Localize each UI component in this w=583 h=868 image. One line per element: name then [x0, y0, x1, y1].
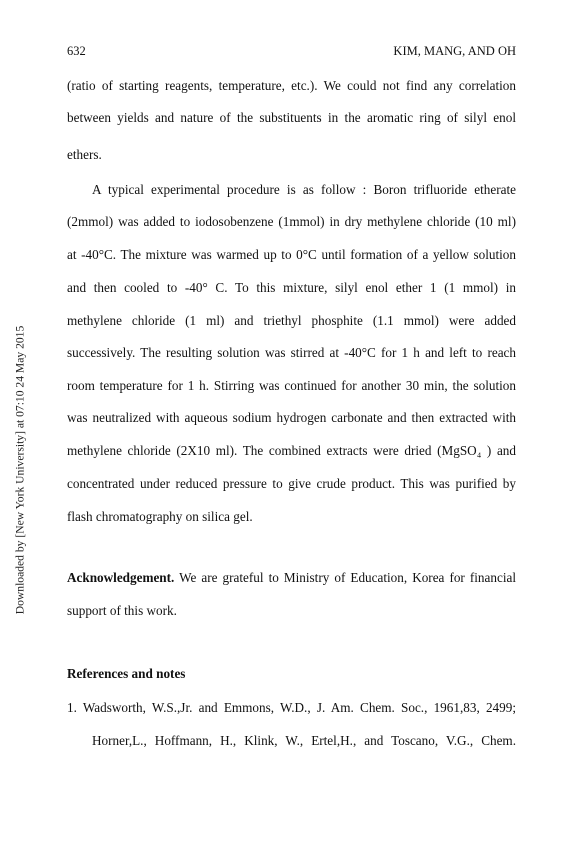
acknowledgement-label: Acknowledgement. — [67, 570, 175, 585]
references-heading: References and notes — [67, 666, 186, 681]
body-line: methylene chloride (2X10 ml). The combined extracts were dried (MgSO₄ ) and — [67, 443, 516, 458]
body-line: was neutralized with aqueous sodium hydrogen carbonate and then extracted with — [67, 410, 516, 425]
body-line: flash chromatography on silica gel. — [67, 509, 253, 524]
body-line: between yields and nature of the substituents in the aromatic ring of silyl enol — [67, 110, 516, 125]
running-head: KIM, MANG, AND OH — [393, 44, 516, 58]
body-line: concentrated under reduced pressure to give crude product. This was purified by — [67, 476, 516, 491]
body-line: successively. The resulting solution was stirred at -40°C for 1 h and left to reach — [67, 345, 516, 360]
body-line: and then cooled to -40° C. To this mixture, silyl enol ether 1 (1 mmol) in — [67, 280, 516, 295]
body-line: at -40°C. The mixture was warmed up to 0°C until formation of a yellow solution — [67, 247, 516, 262]
body-line: (ratio of starting reagents, temperature, etc.). We could not find any correlation — [67, 78, 516, 93]
acknowledgement-line: support of this work. — [67, 603, 177, 618]
body-line: methylene chloride (1 ml) and triethyl phosphite (1.1 mmol) were added — [67, 313, 516, 328]
body-line: ethers. — [67, 147, 102, 162]
body-line: room temperature for 1 h. Stirring was continued for another 30 min, the solution — [67, 378, 516, 393]
reference-line: 1. Wadsworth, W.S.,Jr. and Emmons, W.D., J. Am. Chem. Soc., 1961,83, 2499; — [67, 700, 516, 715]
acknowledgement — [67, 570, 516, 586]
page-number: 632 — [67, 44, 86, 58]
body-line: (2mmol) was added to iodosobenzene (1mmol) in dry methylene chloride (10 ml) — [67, 214, 516, 229]
reference-line: Horner,L., Hoffmann, H., Klink, W., Ertel,H., and Toscano, V.G., Chem. — [92, 733, 516, 748]
download-notice: Downloaded by [New York University] at 07:10 24 May 2015 — [13, 325, 27, 615]
acknowledgement-text: We are grateful to Ministry of Education, Korea for financial — [179, 570, 516, 585]
body-line: A typical experimental procedure is as follow : Boron trifluoride etherate — [92, 182, 516, 197]
